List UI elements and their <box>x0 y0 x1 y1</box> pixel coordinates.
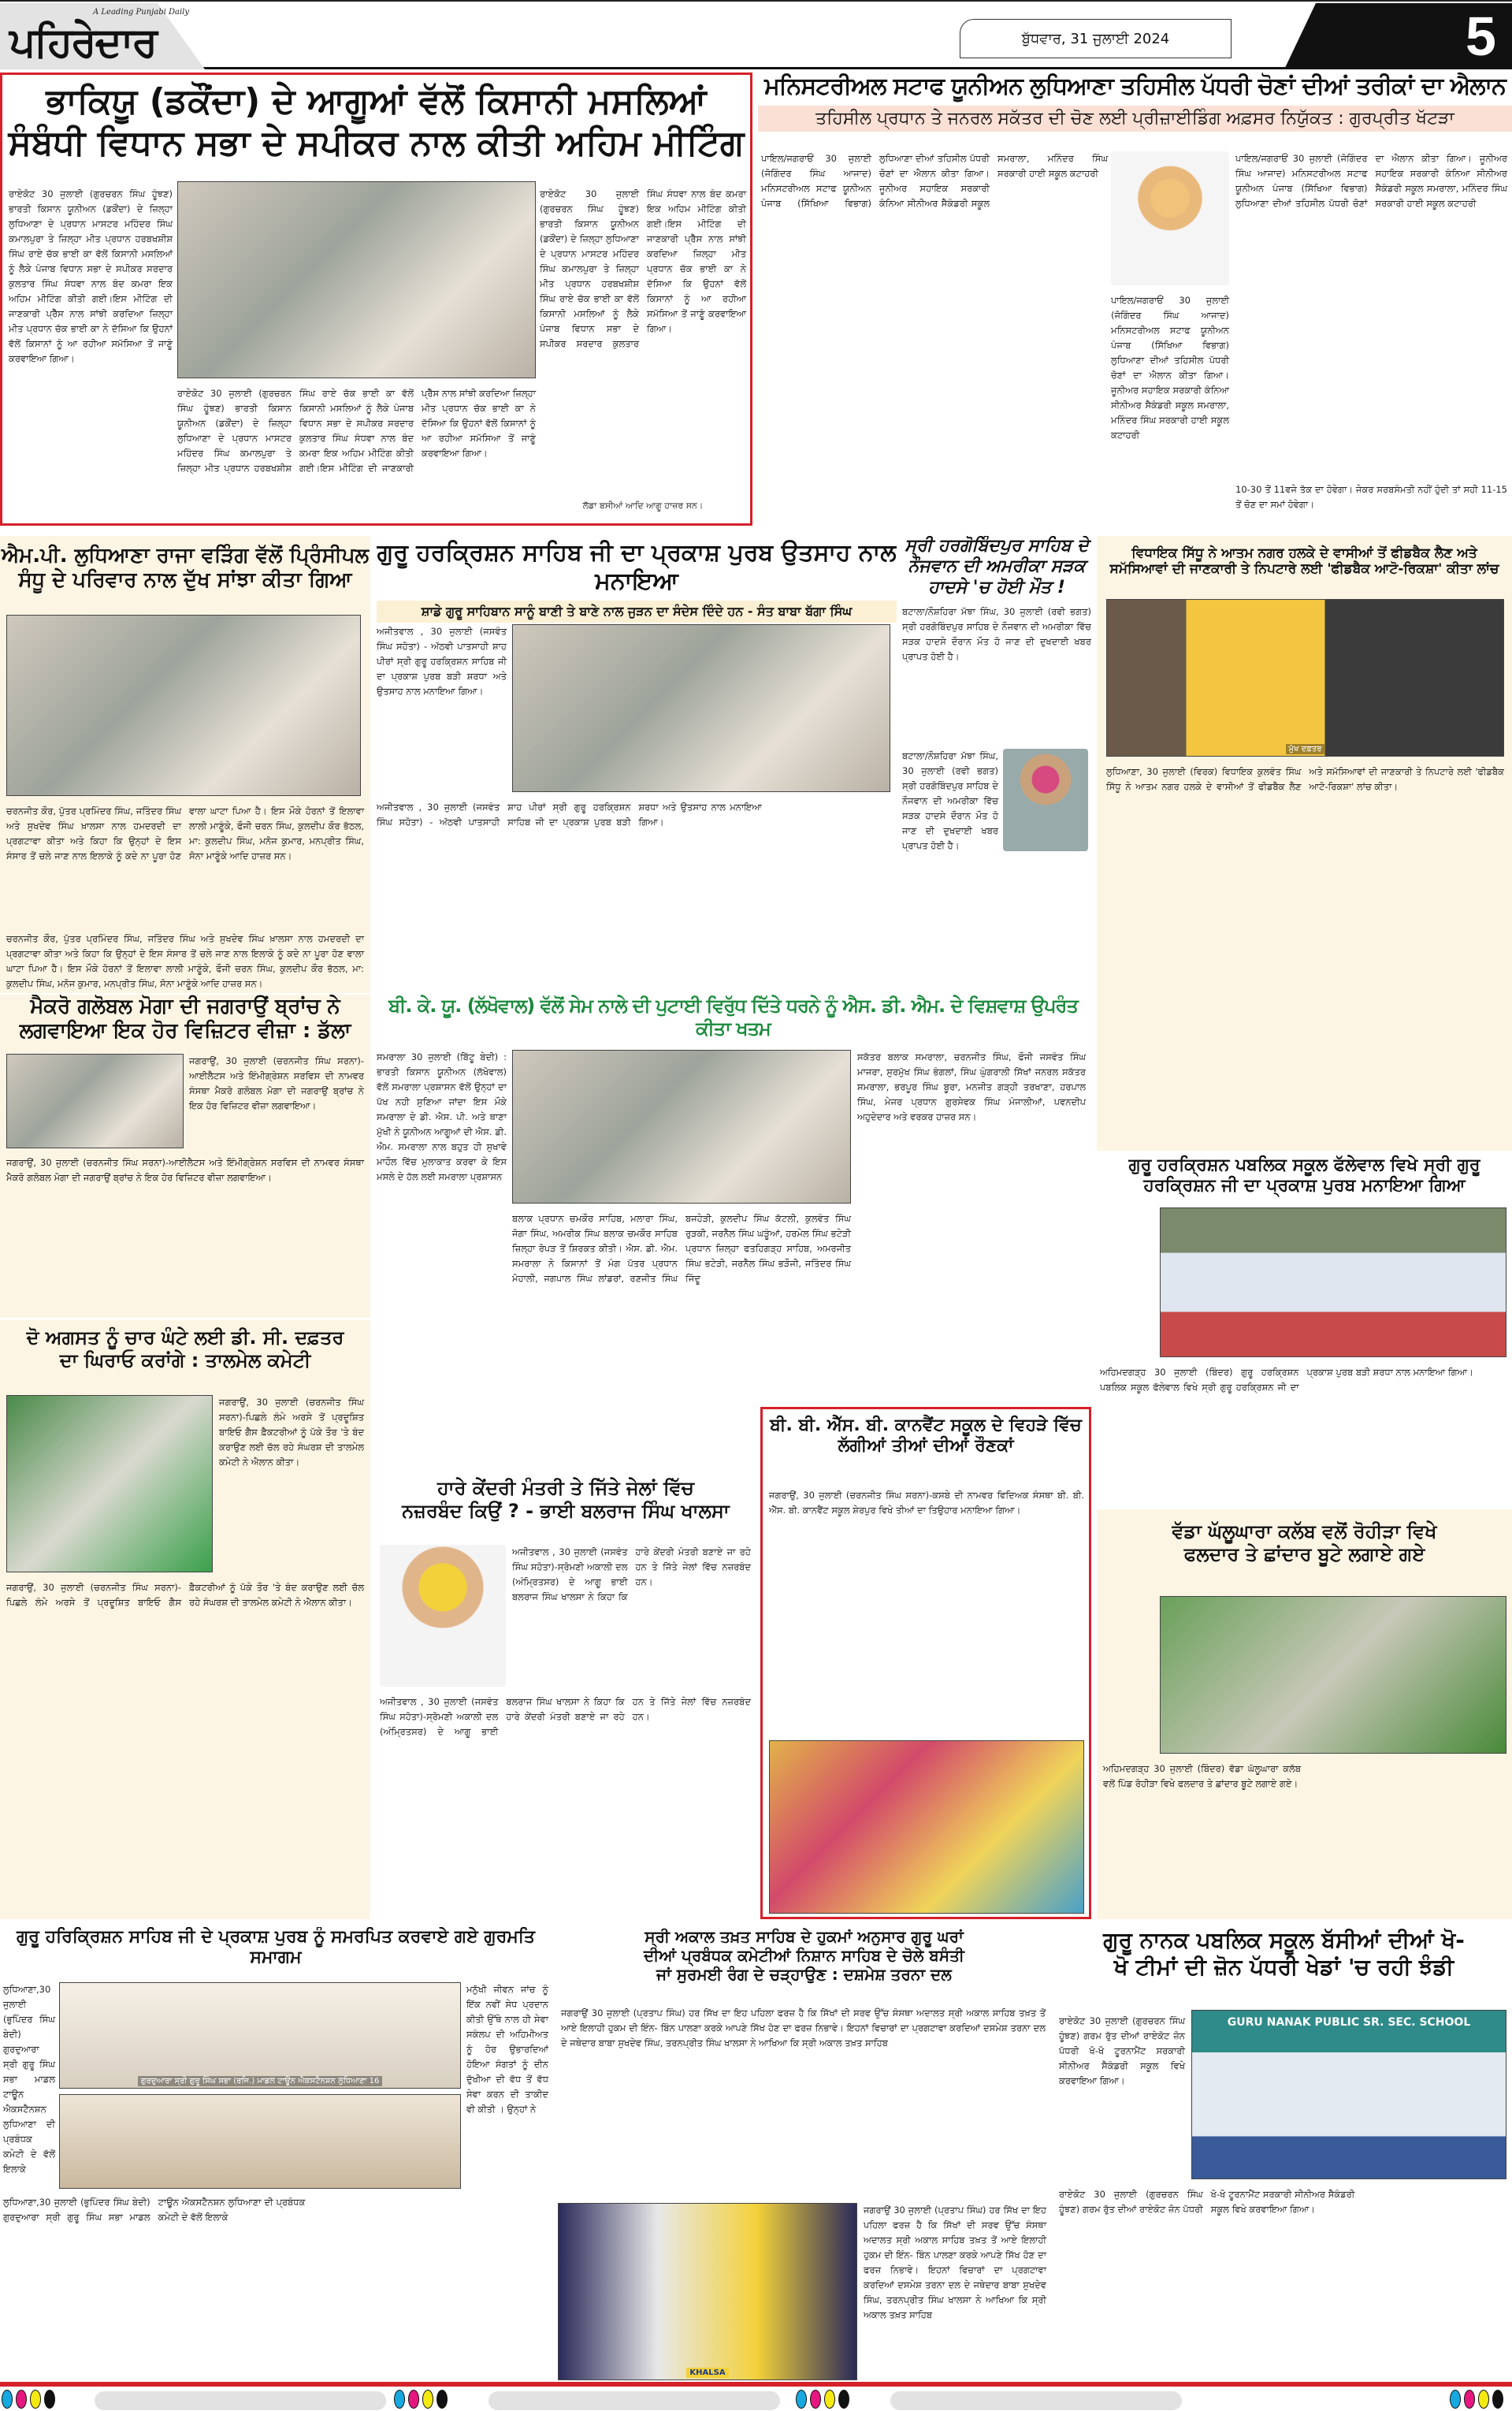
headline-line-2: ਨਜ਼ਰਬੰਦ ਕਿਉਂ ? - ਭਾਈ ਬਲਰਾਜ ਸਿੰਘ ਖਾਲਸਾ <box>402 1499 730 1522</box>
samagam-photo-1 <box>59 1982 461 2089</box>
headline-line-2: ਸੰਬੰਧੀ ਵਿਧਾਨ ਸਭਾ ਦੇ ਸਪੀਕਰ ਨਾਲ ਕੀਤੀ ਅਹਿਮ ਮੀਟਿੰਗ <box>8 122 745 163</box>
yellow-mark-icon <box>422 2390 433 2409</box>
registration-marks-4 <box>1450 2390 1503 2409</box>
article-body-continued: ਜਗਰਾਉਂ, 30 ਜੁਲਾਈ (ਚਰਨਜੀਤ ਸਿੰਘ ਸਰਨਾ)-ਪਿਛਲੇ ਲੰਮੇ ਅਰਸੇ ਤੋਂ ਪ੍ਰਦੂਸ਼ਿਤ ਬਾਇਓ ਗੈਸ ਫ਼ੈਕਟਰੀਆਂ ਨੂੰ ਪੱਕੇ ਤੌਰ 'ਤੇ ਬੰਦ ਕਰਾਉਣ ਲਈ ਚੱਲ ਰਹੇ ਸੰਘਰਸ਼ ਦੀ ਤਾਲਮੇਲ ਕਮੇਟੀ ਨੇ ਐਲਾਨ ਕੀਤਾ। <box>6 1582 364 1608</box>
article-body: ਰਾਏਕੋਟ 30 ਜੁਲਾਈ (ਗੁਰਚਰਨ ਸਿੰਘ ਹੂੰਝਣ) ਭਾਰਤੀ ਕਿਸਾਨ ਯੂਨੀਅਨ (ਡਕੌਂਦਾ) ਦੇ ਜ਼ਿਲ੍ਹਾ ਲੁਧਿਆਣਾ ਦੇ ਪ੍ਰਧਾਨ ਮਾਸਟਰ ਮਹਿੰਦਰ ਸਿੰਘ ਕਮਾਲਪੁਰਾ ਤੇ ਜ਼ਿਲ੍ਹਾ ਮੀਤ ਪ੍ਰਧਾਨ ਹਰਬਖਸ਼ੀਸ਼ ਸਿੰਘ ਰਾਏ ਚੱਕ ਭਾਈ ਕਾ ਵੱਲੋਂ ਕਿਸਾਨੀ ਮਸਲਿਆਂ ਨੂੰ ਲੈਕੇ ਪੰਜਾਬ ਵਿਧਾਨ ਸਭਾ ਦੇ ਸਪੀਕਰ ਸਰਦਾਰ ਕੁਲਤਾਰ ਸਿੰਘ ਸੰਧਵਾ ਨਾਲ ਬੰਦ ਕਮਰਾ ਇਕ ਅਹਿਮ ਮੀਟਿੰਗ ਕੀਤੀ ਗਈ।ਇਸ ਮੀਟਿੰਗ ਦੀ ਜਾਣਕਾਰੀ ਪ੍ਰੈੱਸ ਨਾਲ ਸਾਂਝੀ ਕਰਦਿਆ ਜ਼ਿਲ੍ਹਾ ਮੀਤ ਪ੍ਰਧਾਨ ਚੱਕ ਭਾਈ ਕਾ ਨੇ ਦੱਸਿਆ ਕਿ ਉਹਨਾਂ ਵੱਲੋਂ ਕਿਸਾਨਾਂ ਨੂੰ ਆ ਰਹੀਆ ਸਮੱਸਿਆ ਤੋਂ ਜਾਣੂੰ ਕਰਵਾਇਆ ਗਿਆ। <box>9 188 173 364</box>
headline-line-2: ਨੌਜਵਾਨ ਦੀ ਅਮਰੀਕਾ ਸੜਕ <box>908 556 1086 577</box>
subheadline: ਸ਼ਾਡੇ ਗੁਰੂ ਸਾਹਿਬਾਨ ਸਾਨੂੰ ਬਾਣੀ ਤੇ ਬਾਣੇ ਨਾਲ ਜੁੜਨ ਦਾ ਸੰਦੇਸ ਦਿੰਦੇ ਹਨ - ਸੰਤ ਬਾਬਾ ਬੱਗਾ ਸਿੰਘ <box>377 601 897 623</box>
masthead <box>0 0 1512 69</box>
story-bhai-balraj <box>377 1474 755 1919</box>
footer-red-rule <box>0 2382 1512 2387</box>
headline-line-2: ਹਰਕ੍ਰਿਸ਼ਨ ਜੀ ਦਾ ਪ੍ਰਕਾਸ਼ ਪੁਰਬ ਮਨਾਇਆ ਗਿਆ <box>1143 1176 1466 1196</box>
headline-line-1: ਦੋ ਅਗਸਤ ਨੂੰ ਚਾਰ ਘੰਟੇ ਲਈ ਡੀ. ਸੀ. ਦਫ਼ਤਰ <box>26 1326 344 1349</box>
magenta-mark-icon <box>810 2390 821 2409</box>
headline-line-1: ਮੈਕਰੋ ਗਲੋਬਲ ਮੋਗਾ ਦੀ ਜਗਰਾਉਂ ਬ੍ਰਾਂਚ ਨੇ <box>30 995 340 1018</box>
headline-line-1: ਵੱਡਾ ਘੱਲੂਘਾਰਾ ਕਲੱਬ ਵਲੋਂ ਰੋਹੀੜਾ ਵਿਖੇ <box>1172 1520 1437 1542</box>
magenta-mark-icon <box>16 2390 27 2409</box>
headline-line-1: ਗੁਰੂ ਹਰਕ੍ਰਿਸ਼ਨ ਪਬਲਿਕ ਸਕੂਲ ਫੱਲੇਵਾਲ ਵਿਖੇ ਸ੍ਰੀ ਗੁਰੂ <box>1128 1155 1480 1175</box>
article-body-continued: ਅਜੀਤਵਾਲ , 30 ਜੁਲਾਈ (ਜਸਵੰਤ ਸਿੰਘ ਸਹੋਤਾ) - ਅੱਠਵੀ ਪਾਤਸਾਹੀ ਸ਼ਾਹ ਪੀਰਾਂ ਸ੍ਰੀ ਗੁਰੂ ਹਰਕ੍ਰਿਸ਼ਨ ਸਾਹਿਬ ਜੀ ਦਾ ਪ੍ਰਕਾਸ਼ ਪੁਰਬ ਬੜੀ ਸ਼ਰਧਾ ਅਤੇ ਉਤਸਾਹ ਨਾਲ ਮਨਾਇਆ ਗਿਆ। <box>377 802 762 828</box>
story-akal-takht <box>558 1927 1050 2380</box>
story-dc-office-protest <box>0 1320 370 1919</box>
article-body-continued: ਜਗਰਾਉਂ, 30 ਜੁਲਾਈ (ਚਰਨਜੀਤ ਸਿੰਘ ਸਰਨਾ)-ਆਈਲੈਟਸ ਅਤੇ ਇੰਮੀਗ੍ਰੇਸ਼ਨ ਸਰਵਿਸ ਦੀ ਨਾਮਵਰ ਸੰਸਥਾ ਮੈਕਰੋ ਗਲੋਬਲ ਮੋਗਾ ਦੀ ਜਗਰਾਉਂ ਬ੍ਰਾਂਚ ਨੇ ਇਕ ਹੋਰ ਵਿਜ਼ਿਟਰ ਵੀਜ਼ਾ ਲਗਵਾਇਆ। <box>6 1157 364 1183</box>
khalsa-photo <box>558 2203 857 2380</box>
article-body-col-1: ਲੁਧਿਆਣਾ,30 ਜੁਲਾਈ (ਭੁਪਿੰਦਰ ਸਿੰਘ ਬੇਦੀ) ਗੁਰਦੁਆਰਾ ਸ੍ਰੀ ਗੁਰੂ ਸਿੰਘ ਸਭਾ ਮਾਡਲ ਟਾਊਨ ਐਕਸਟੈਨਸ਼ਨ ਲੁਧਿਆਣਾ ਦੀ ਪ੍ਰਬੰਧਕ ਕਮੇਟੀ ਦੇ ਵੱਲੋਂ ਇਲਾਕੇ <box>3 1984 55 2175</box>
ceremony-photo <box>512 624 890 792</box>
article-body-right: ਰਾਏਕੋਟ 30 ਜੁਲਾਈ (ਗੁਰਚਰਨ ਸਿੰਘ ਹੂੰਝਣ) ਭਾਰਤੀ ਕਿਸਾਨ ਯੂਨੀਅਨ (ਡਕੌਂਦਾ) ਦੇ ਜ਼ਿਲ੍ਹਾ ਲੁਧਿਆਣਾ ਦੇ ਪ੍ਰਧਾਨ ਮਾਸਟਰ ਮਹਿੰਦਰ ਸਿੰਘ ਕਮਾਲਪੁਰਾ ਤੇ ਜ਼ਿਲ੍ਹਾ ਮੀਤ ਪ੍ਰਧਾਨ ਹਰਬਖਸ਼ੀਸ਼ ਸਿੰਘ ਰਾਏ ਚੱਕ ਭਾਈ ਕਾ ਵੱਲੋਂ ਕਿਸਾਨੀ ਮਸਲਿਆਂ ਨੂੰ ਲੈਕੇ ਪੰਜਾਬ ਵਿਧਾਨ ਸਭਾ ਦੇ ਸਪੀਕਰ ਸਰਦਾਰ ਕੁਲਤਾਰ ਸਿੰਘ ਸੰਧਵਾ ਨਾਲ ਬੰਦ ਕਮਰਾ ਇਕ ਅਹਿਮ ਮੀਟਿੰਗ ਕੀਤੀ ਗਈ।ਇਸ ਮੀਟਿੰਗ ਦੀ ਜਾਣਕਾਰੀ ਪ੍ਰੈੱਸ ਨਾਲ ਸਾਂਝੀ ਕਰਦਿਆ ਜ਼ਿਲ੍ਹਾ ਮੀਤ ਪ੍ਰਧਾਨ ਚੱਕ ਭਾਈ ਕਾ ਨੇ ਦੱਸਿਆ ਕਿ ਉਹਨਾਂ ਵੱਲੋਂ ਕਿਸਾਨਾਂ ਨੂੰ ਆ ਰਹੀਆ ਸਮੱਸਿਆ ਤੋਂ ਜਾਣੂੰ ਕਰਵਾਇਆ ਗਿਆ। <box>540 188 746 349</box>
story-guru-harkrishan <box>377 536 897 985</box>
registration-marks-3 <box>796 2390 849 2409</box>
visa-photo <box>6 1054 184 1148</box>
headline-line-2: ਦਾ ਘਿਰਾਓ ਕਰਾਂਗੇ : ਤਾਲਮੇਲ ਕਮੇਟੀ <box>59 1349 311 1371</box>
registration-marks-1 <box>2 2390 55 2409</box>
story-harkrishan-school <box>1097 1152 1512 1507</box>
headline-line-1: ਵਿਧਾਇਕ ਸਿੱਧੂ ਨੇ ਆਤਮ ਨਗਰ ਹਲਕੇ ਦੇ ਵਾਸੀਆਂ ਤੋਂ ਫੀਡਬੈਕ ਲੈਣ ਅਤੇ <box>1131 545 1477 561</box>
headline-line-1: ਬੀ. ਬੀ. ਐੱਸ. ਬੀ. ਕਾਨਵੈਂਟ ਸਕੂਲ ਦੇ ਵਿਹੜੇ ਵਿੱਚ <box>770 1416 1082 1435</box>
article-body-continued: ਅਜੀਤਵਾਲ , 30 ਜੁਲਾਈ (ਜਸਵੰਤ ਸਿੰਘ ਸਹੋਤਾ)-ਸ੍ਰੋਮਣੀ ਅਕਾਲੀ ਦਲ (ਅੰਮ੍ਰਿਤਸਰ) ਦੇ ਆਗੂ ਭਾਈ ਬਲਰਾਜ ਸਿੰਘ ਖਾਲਸਾ ਨੇ ਕਿਹਾ ਕਿ ਹਾਰੇ ਕੇਂਦਰੀ ਮੰਤਰੀ ਬਣਾਏ ਜਾ ਰਹੇ ਹਨ ਤੇ ਜਿੱਤੇ ਜੇਲਾਂ ਵਿੱਚ ਨਜ਼ਰਬੰਦ ਹਨ। <box>380 1696 751 1737</box>
story-ghallughara-club <box>1097 1509 1512 1919</box>
article-body: ਅਜੀਤਵਾਲ , 30 ਜੁਲਾਈ (ਜਸਵੰਤ ਸਿੰਘ ਸਹੋਤਾ)-ਸ੍ਰੋਮਣੀ ਅਕਾਲੀ ਦਲ (ਅੰਮ੍ਰਿਤਸਰ) ਦੇ ਆਗੂ ਭਾਈ ਬਲਰਾਜ ਸਿੰਘ ਖਾਲਸਾ ਨੇ ਕਿਹਾ ਕਿ ਹਾਰੇ ਕੇਂਦਰੀ ਮੰਤਰੀ ਬਣਾਏ ਜਾ ਰਹੇ ਹਨ ਤੇ ਜਿੱਤੇ ਜੇਲਾਂ ਵਿੱਚ ਨਜ਼ਰਬੰਦ ਹਨ। <box>512 1546 751 1602</box>
victim-photo <box>1003 749 1088 851</box>
story-macro-global <box>0 995 370 1152</box>
article-closing: 10-30 ਤੋਂ 11ਵਜੇ ਤੱਕ ਦਾ ਹੋਵੇਗਾ। ਜੇਕਰ ਸਰਬਸੰਮਤੀ ਨਹੀਂ ਹੁੰਦੀ ਤਾਂ ਸਹੀ 11-15 ਤੋਂ ਚੋਣ ਦਾ ਸਮਾਂ ਹੋਵੇਗਾ। <box>1235 484 1507 510</box>
headline-line-1: ਐਮ.ਪੀ. ਲੁਧਿਆਣਾ ਰਾਜਾ ਵੜਿੰਗ ਵੱਲੋਂ ਪ੍ਰਿੰਸੀਪਲ <box>1 544 370 567</box>
headline: ਗੁਰੂ ਹਰਿਕ੍ਰਿਸ਼ਨ ਸਾਹਿਬ ਜੀ ਦੇ ਪ੍ਰਕਾਸ਼ ਪੁਰਬ ਨੂੰ ਸਮਰਪਿਤ ਕਰਵਾਏ ਗਏ ਗੁਰਮਤਿ ਸਮਾਗਮ <box>16 1927 535 1968</box>
black-mark-icon <box>44 2390 55 2409</box>
story-us-accident <box>902 536 1091 985</box>
newspaper-logo: ਪਹਿਰੇਦਾਰ <box>9 19 156 66</box>
article-body-right: ਪਾਇਲ/ਜਗਰਾਓਂ 30 ਜੁਲਾਈ (ਜੋਗਿੰਦਰ ਸਿੰਘ ਆਜਾਦ) ਮਨਿਸਟਰੀਅਲ ਸਟਾਫ ਯੂਨੀਅਨ ਪੰਜਾਬ (ਸਿੱਖਿਆ ਵਿਭਾਗ) ਲੁਧਿਆਣਾ ਦੀਆਂ ਤਹਿਸੀਲ ਪੱਧਰੀ ਚੋਣਾਂ ਦਾ ਐਲਾਨ ਕੀਤਾ ਗਿਆ। ਜੂਨੀਅਰ ਸਹਾਇਕ ਸਰਕਾਰੀ ਕੰਨਿਆ ਸੀਨੀਅਰ ਸੈਕੰਡਰੀ ਸਕੂਲ ਸਮਰਾਲਾ, ਮਨਿੰਦਰ ਸਿੰਘ ਸਰਕਾਰੀ ਹਾਈ ਸਕੂਲ ਕਟਾਹਰੀ <box>1235 153 1507 209</box>
headline-line-2: ਦੀਆਂ ਪ੍ਰਬੰਧਕ ਕਮੇਟੀਆਂ ਨਿਸ਼ਾਨ ਸਾਹਿਬ ਦੇ ਚੋਲੇ ਬਸੰਤੀ <box>644 1946 964 1965</box>
article-body-col-2: ਮਨੁੱਖੀ ਜੀਵਨ ਜਾਂਚ ਨੂੰ ਇੱਕ ਨਵੀਂ ਸੇਧ ਪ੍ਰਦਾਨ ਕੀਤੀ ਉੱਥੇ ਨਾਲ ਹੀ ਸੇਵਾ ਸਕੰਲਪ ਦੀ ਅਹਿਮੀਅਤ ਨੂੰ ਹੋਰ ਉਭਾਰਦਿਆਂ ਹੋਇਆ ਸੰਗਤਾਂ ਨੂੰ ਦੀਨ ਦੁੱਖੀਆ ਦੀ ਵੱਧ ਤੋਂ ਵੱਧ ਸੇਵਾ ਕਰਨ ਦੀ ਤਾਕੀਦ ਵੀ ਕੀਤੀ । ਉਨ੍ਹਾਂ ਨੇ <box>466 1984 548 2115</box>
headline: ਗੁਰੂ ਹਰਕ੍ਰਿਸ਼ਨ ਸਾਹਿਬ ਜੀ ਦਾ ਪ੍ਰਕਾਸ਼ ਪੁਰਬ ਉਤਸਾਹ ਨਾਲ ਮਨਾਇਆ <box>377 539 897 595</box>
teej-photo <box>769 1740 1084 1914</box>
headline-line-3: ਹਾਦਸੇ 'ਚ ਹੋਈ ਮੌਤ ! <box>928 577 1065 597</box>
article-body-col-3: ਸਕੱਤਰ ਬਲਾਕ ਸਮਰਾਲਾ, ਚਰਨਜੀਤ ਸਿੰਘ, ਫੌਜੀ ਜਸਵੰਤ ਸਿੰਘ ਮਾਜਰਾ, ਸੁਰਮੁੱਖ ਸਿੰਘ ਭੰਗਲਾਂ, ਸਿੰਘ ਘੁੰਗਰਾਲੀ ਸਿੱਖਾਂ ਜਨਰਲ ਸਕੱਤਰ ਸਮਰਾਲਾ, ਭਰਪੂਰ ਸਿੰਘ ਬੂਰਾ, ਮਨਜੀਤ ਗੜ੍ਹੀ ਤਰਖਾਣਾ, ਹਰਪਾਲ ਸਿੰਘ, ਮੇਜਰ ਪ੍ਰਧਾਨ ਗੁਰਸੇਵਕ ਸਿੰਘ ਮੰਜਾਲੀਆਂ, ਪਵਨਦੀਪ ਅਹੁਦੇਦਾਰ ਅਤੇ ਵਰਕਰ ਹਾਜ਼ਰ ਸਨ। <box>857 1051 1086 1122</box>
story-guru-nanak-school <box>1056 1927 1512 2380</box>
meeting-photo <box>177 181 536 378</box>
article-body: ਅਹਿਮਦਗੜ੍ਹ 30 ਜੁਲਾਈ (ਬਿੰਦਰ) ਵੱਡਾ ਘੱਲੂਘਾਰਾ ਕਲੱਬ ਵਲੋਂ ਪਿੰਡ ਰੋਹੀੜਾ ਵਿਖੇ ਫਲਦਾਰ ਤੇ ਛਾਂਦਾਰ ਬੂਟੇ ਲਗਾਏ ਗਏ। <box>1103 1763 1301 1789</box>
article-body: ਜਗਰਾਉਂ 30 ਜੁਲਾਈ (ਪ੍ਰਤਾਪ ਸਿੰਘ) ਹਰ ਸਿੱਖ ਦਾ ਇਹ ਪਹਿਲਾ ਫਰਜ਼ ਹੈ ਕਿ ਸਿੱਖਾਂ ਦੀ ਸਰਵ ਉੱਚ ਸੰਸਥਾ ਅਦਾਲਤ ਸ੍ਰੀ ਅਕਾਲ ਸਾਹਿਬ ਤਖ਼ਤ ਤੋਂ ਆਏ ਇਲਾਹੀ ਹੁਕਮ ਦੀ ਇੰਨ- ਬਿੰਨ ਪਾਲਣਾ ਕਰਕੇ ਆਪਣੇ ਸਿੱਖ ਹੋਣ ਦਾ ਫਰਜ਼ ਨਿਭਾਵੇ। ਇਹਨਾਂ ਵਿਚਾਰਾਂ ਦਾ ਪ੍ਰਗਟਾਵਾ ਕਰਦਿਆਂ ਦਸਮੇਸ਼ ਤਰਨਾ ਦਲ ਦੇ ਜਥੇਦਾਰ ਬਾਬਾ ਸੁਖਦੇਵ ਸਿੰਘ, ਤਰਨਪ੍ਰੀਤ ਸਿੰਘ ਖਾਲਸਾ ਨੇ ਆਖਿਆ ਕਿ ਸ੍ਰੀ ਅਕਾਲ ਤਖ਼ਤ ਸਾਹਿਬ <box>561 2007 1046 2048</box>
tree-planting-photo <box>1160 1596 1506 1754</box>
headline-line-1: ਸ੍ਰੀ ਹਰਗੋਬਿੰਦਪੁਰ ਸਾਹਿਬ ਦੇ <box>905 536 1089 556</box>
yellow-mark-icon <box>1478 2390 1489 2409</box>
story-bku-meeting <box>0 73 752 526</box>
school-photo <box>1160 1207 1506 1357</box>
headline-line-1: ਹਾਰੇ ਕੇਂਦਰੀ ਮੰਤਰੀ ਤੇ ਜਿੱਤੇ ਜੇਲਾਂ ਵਿੱਚ <box>437 1477 694 1499</box>
article-body: ਜਗਰਾਉਂ, 30 ਜੁਲਾਈ (ਚਰਨਜੀਤ ਸਿੰਘ ਸਰਨਾ)-ਕਸਬੇ ਦੀ ਨਾਮਵਰ ਵਿਦਿਅਕ ਸੰਸਥਾ ਬੀ. ਬੀ. ਐੱਸ. ਬੀ. ਕਾਨਵੈਂਟ ਸਕੂਲ ਸ਼ੇਰਪੁਰ ਵਿਖੇ ਤੀਆਂ ਦਾ ਤਿਉਹਾਰ ਮਨਾਇਆ ਗਿਆ। <box>769 1490 1084 1516</box>
headline-line-2: ਖੋ ਟੀਮਾਂ ਦੀ ਜ਼ੋਨ ਪੱਧਰੀ ਖੇਡਾਂ 'ਚ ਰਹੀ ਝੰਡੀ <box>1113 1953 1454 1980</box>
headline-line-3: ਜਾਂ ਸੁਰਮਈ ਰੰਗ ਦੇ ਚੜ੍ਹਾਉਣ : ਦਸ਼ਮੇਸ਼ ਤਰਨਾ ਦਲ <box>656 1965 952 1984</box>
story-mp-condolence-end <box>0 930 370 993</box>
article-closing: ਲੱਡਾ ਬਸੀਆਂ ਆਦਿ ਆਗੂ ਹਾਜ਼ਰ ਸਨ। <box>582 500 704 511</box>
headline: ਬੀ. ਕੇ. ਯੂ. (ਲੱਖੋਵਾਲ) ਵੱਲੋਂ ਸੇਮ ਨਾਲੇ ਦੀ ਪੁਟਾਈ ਵਿਰੁੱਧ ਦਿੱਤੇ ਧਰਨੇ ਨੂੰ ਐਸ. ਡੀ. ਐਮ. ਦੇ ਵਿਸ਼ਵਾਸ਼ ਉਪਰੰਤ ਕੀਤਾ ਖਤਮ <box>388 995 1078 1040</box>
story-mp-condolence <box>0 536 370 930</box>
footer-pill-2 <box>489 2391 780 2410</box>
photo-banner-text: ਗੁਰਦੁਆਰਾ ਸ੍ਰੀ ਗੁਰੂ ਸਿੰਘ ਸਭਾ (ਰਜਿ.) ਮਾਡਲ ਟਾਊਨ ਐਕਸਟੈਨਸ਼ਨ ਲੁਧਿਆਣਾ 16 <box>138 2076 383 2086</box>
article-body: ਚਰਨਜੀਤ ਕੌਰ, ਪੁੱਤਰ ਪ੍ਰਮਿੰਦਰ ਸਿੰਘ, ਜਤਿੰਦਰ ਸਿੰਘ ਅਤੇ ਸੁਖਦੇਵ ਸਿੰਘ ਖ਼ਾਲਸਾ ਨਾਲ ਹਮਦਰਦੀ ਦਾ ਪ੍ਰਗਟਾਵਾ ਕੀਤਾ ਅਤੇ ਕਿਹਾ ਕਿ ਉਨ੍ਹਾਂ ਦੇ ਇਸ ਸੰਸਾਰ ਤੋਂ ਚਲੇ ਜਾਣ ਨਾਲ ਇਲਾਕੇ ਨੂੰ ਕਦੇ ਨਾ ਪੂਰਾ ਹੋਣ ਵਾਲਾ ਘਾਟਾ ਪਿਆ ਹੈ। ਇਸ ਮੌਕੇ ਹੋਰਨਾਂ ਤੋਂ ਇਲਾਵਾ ਲਾਲੀ ਮਾਣੂੰਕੇ, ਫੌਜੀ ਚਰਨ ਸਿੰਘ, ਕੁਲਦੀਪ ਕੌਰ ਭੱਠਲ, ਮਾ: ਕੁਲਦੀਪ ਸਿੰਘ, ਮਨੋਜ ਕੁਮਾਰ, ਮਨਪ੍ਰੀਤ ਸਿੰਘ, ਸੋਨਾ ਮਾਣੂੰਕੇ ਆਦਿ ਹਾਜ਼ਰ ਸਨ। <box>6 806 364 861</box>
story-bbsb-convent <box>760 1407 1091 1919</box>
article-body: ਜਗਰਾਉਂ, 30 ਜੁਲਾਈ (ਚਰਨਜੀਤ ਸਿੰਘ ਸਰਨਾ)-ਆਈਲੈਟਸ ਅਤੇ ਇੰਮੀਗ੍ਰੇਸ਼ਨ ਸਰਵਿਸ ਦੀ ਨਾਮਵਰ ਸੰਸਥਾ ਮੈਕਰੋ ਗਲੋਬਲ ਮੋਗਾ ਦੀ ਜਗਰਾਉਂ ਬ੍ਰਾਂਚ ਨੇ ਇਕ ਹੋਰ ਵਿਜ਼ਿਟਰ ਵੀਜ਼ਾ ਲਗਵਾਇਆ। <box>189 1055 364 1111</box>
story-gurmat-samagam <box>0 1927 552 2380</box>
cyan-mark-icon <box>1450 2390 1461 2409</box>
article-body-continued: ਰਾਏਕੋਟ 30 ਜੁਲਾਈ (ਗੁਰਚਰਨ ਸਿੰਘ ਹੂੰਝਣ) ਭਾਰਤੀ ਕਿਸਾਨ ਯੂਨੀਅਨ (ਡਕੌਂਦਾ) ਦੇ ਜ਼ਿਲ੍ਹਾ ਲੁਧਿਆਣਾ ਦੇ ਪ੍ਰਧਾਨ ਮਾਸਟਰ ਮਹਿੰਦਰ ਸਿੰਘ ਕਮਾਲਪੁਰਾ ਤੇ ਜ਼ਿਲ੍ਹਾ ਮੀਤ ਪ੍ਰਧਾਨ ਹਰਬਖਸ਼ੀਸ਼ ਸਿੰਘ ਰਾਏ ਚੱਕ ਭਾਈ ਕਾ ਵੱਲੋਂ ਕਿਸਾਨੀ ਮਸਲਿਆਂ ਨੂੰ ਲੈਕੇ ਪੰਜਾਬ ਵਿਧਾਨ ਸਭਾ ਦੇ ਸਪੀਕਰ ਸਰਦਾਰ ਕੁਲਤਾਰ ਸਿੰਘ ਸੰਧਵਾ ਨਾਲ ਬੰਦ ਕਮਰਾ ਇਕ ਅਹਿਮ ਮੀਟਿੰਗ ਕੀਤੀ ਗਈ।ਇਸ ਮੀਟਿੰਗ ਦੀ ਜਾਣਕਾਰੀ ਪ੍ਰੈੱਸ ਨਾਲ ਸਾਂਝੀ ਕਰਦਿਆ ਜ਼ਿਲ੍ਹਾ ਮੀਤ ਪ੍ਰਧਾਨ ਚੱਕ ਭਾਈ ਕਾ ਨੇ ਦੱਸਿਆ ਕਿ ਉਹਨਾਂ ਵੱਲੋਂ ਕਿਸਾਨਾਂ ਨੂੰ ਆ ਰਹੀਆ ਸਮੱਸਿਆ ਤੋਂ ਜਾਣੂੰ ਕਰਵਾਇਆ ਗਿਆ। <box>177 388 536 474</box>
headline-line-2: ਸਮੱਸਿਆਵਾਂ ਦੀ ਜਾਣਕਾਰੀ ਤੇ ਨਿਪਟਾਰੇ ਲਈ 'ਫੀਡਬੈਕ ਆਟੋ-ਰਿਕਸ਼ਾ' ਕੀਤਾ ਲਾਂਚ <box>1109 561 1499 578</box>
story-bku-lakhowal <box>377 995 1090 1405</box>
khalsa-banner-text: KHALSA <box>686 2368 728 2378</box>
magenta-mark-icon <box>1464 2390 1475 2409</box>
article-body-end: ਚਰਨਜੀਤ ਕੌਰ, ਪੁੱਤਰ ਪ੍ਰਮਿੰਦਰ ਸਿੰਘ, ਜਤਿੰਦਰ ਸਿੰਘ ਅਤੇ ਸੁਖਦੇਵ ਸਿੰਘ ਖ਼ਾਲਸਾ ਨਾਲ ਹਮਦਰਦੀ ਦਾ ਪ੍ਰਗਟਾਵਾ ਕੀਤਾ ਅਤੇ ਕਿਹਾ ਕਿ ਉਨ੍ਹਾਂ ਦੇ ਇਸ ਸੰਸਾਰ ਤੋਂ ਚਲੇ ਜਾਣ ਨਾਲ ਇਲਾਕੇ ਨੂੰ ਕਦੇ ਨਾ ਪੂਰਾ ਹੋਣ ਵਾਲਾ ਘਾਟਾ ਪਿਆ ਹੈ। ਇਸ ਮੌਕੇ ਹੋਰਨਾਂ ਤੋਂ ਇਲਾਵਾ ਲਾਲੀ ਮਾਣੂੰਕੇ, ਫੌਜੀ ਚਰਨ ਸਿੰਘ, ਕੁਲਦੀਪ ਕੌਰ ਭੱਠਲ, ਮਾ: ਕੁਲਦੀਪ ਸਿੰਘ, ਮਨੋਜ ਕੁਮਾਰ, ਮਨਪ੍ਰੀਤ ਸਿੰਘ, ਸੋਨਾ ਮਾਣੂੰਕੇ ਆਦਿ ਹਾਜ਼ਰ ਸਨ। <box>6 933 364 989</box>
issue-date: ਬੁੱਧਵਾਰ, 31 ਜੁਲਾਈ 2024 <box>960 19 1232 58</box>
article-body-continued: ਲੁਧਿਆਣਾ,30 ਜੁਲਾਈ (ਭੁਪਿੰਦਰ ਸਿੰਘ ਬੇਦੀ) ਗੁਰਦੁਆਰਾ ਸ੍ਰੀ ਗੁਰੂ ਸਿੰਘ ਸਭਾ ਮਾਡਲ ਟਾਊਨ ਐਕਸਟੈਨਸ਼ਨ ਲੁਧਿਆਣਾ ਦੀ ਪ੍ਰਬੰਧਕ ਕਮੇਟੀ ਦੇ ਵੱਲੋਂ ਇਲਾਕੇ <box>3 2197 306 2223</box>
article-body-col-2: ਬਲਾਕ ਪ੍ਰਧਾਨ ਚਮਕੌਰ ਸਾਹਿਬ, ਮਲਾਰਾ ਸਿੰਘ, ਜੋਗਾ ਸਿੰਘ, ਅਮਰੀਕ ਸਿੰਘ ਬਲਾਕ ਚਮਕੌਰ ਸਾਹਿਬ ਜ਼ਿਲ੍ਹਾ ਰੋਪੜ ਤੋਂ ਸ਼ਿਰਕਤ ਕੀਤੀ। ਐਸ. ਡੀ. ਐਮ. ਸਮਰਾਲਾ ਨੇ ਕਿਸਾਨਾਂ ਤੋਂ ਮੰਗ ਪੱਤਰ ਪ੍ਰਧਾਨ ਮੋਹਾਲੀ, ਜਗਪਾਲ ਸਿੰਘ ਲਾਂਡਰਾਂ, ਰਣਜੀਤ ਸਿੰਘ ਬਜਹੇੜੀ, ਕੁਲਦੀਪ ਸਿੰਘ ਕੱਟਲੀ, ਕੁਲਵੰਤ ਸਿੰਘ ਰੁੜਕੀ, ਜਰਨੈਲ ਸਿੰਘ ਘੜੂੰਆਂ, ਹਰਮੇਲ ਸਿੰਘ ਭਟੇੜੀ ਪ੍ਰਧਾਨ ਜ਼ਿਲ੍ਹਾ ਫਤਹਿਗੜ੍ਹ ਸਾਹਿਬ, ਅਮਰਜੀਤ ਸਿੰਘ ਭਟੇੜੀ, ਜਰਨੈਲ ਸਿੰਘ ਭੜੌਜੀ, ਜਤਿੰਦਰ ਸਿੰਘ ਜਿੰਦੂ <box>512 1213 851 1284</box>
kho-kho-team-photo <box>1191 2010 1506 2179</box>
headline-line-1: ਭਾਕਿਯੂ (ਡਕੌਂਦਾ) ਦੇ ਆਗੂਆਂ ਵੱਲੋਂ ਕਿਸਾਨੀ ਮਸਲਿਆਂ <box>46 81 707 121</box>
article-body: ਪਾਇਲ/ਜਗਰਾਓਂ 30 ਜੁਲਾਈ (ਜੋਗਿੰਦਰ ਸਿੰਘ ਆਜਾਦ) ਮਨਿਸਟਰੀਅਲ ਸਟਾਫ ਯੂਨੀਅਨ ਪੰਜਾਬ (ਸਿੱਖਿਆ ਵਿਭਾਗ) ਲੁਧਿਆਣਾ ਦੀਆਂ ਤਹਿਸੀਲ ਪੱਧਰੀ ਚੋਣਾਂ ਦਾ ਐਲਾਨ ਕੀਤਾ ਗਿਆ। ਜੂਨੀਅਰ ਸਹਾਇਕ ਸਰਕਾਰੀ ਕੰਨਿਆ ਸੀਨੀਅਰ ਸੈਕੰਡਰੀ ਸਕੂਲ ਸਮਰਾਲਾ, ਮਨਿੰਦਰ ਸਿੰਘ ਸਰਕਾਰੀ ਹਾਈ ਸਕੂਲ ਕਟਾਹਰੀ <box>761 153 1108 209</box>
article-body: ਅਹਿਮਦਗੜ੍ਹ 30 ਜੁਲਾਈ (ਬਿੰਦਰ) ਗੁਰੂ ਹਰਕ੍ਰਿਸ਼ਨ ਪਬਲਿਕ ਸਕੂਲ ਫੱਲੇਵਾਲ ਵਿਖੇ ਸ੍ਰੀ ਗੁਰੂ ਹਰਕ੍ਰਿਸ਼ਨ ਜੀ ਦਾ ਪ੍ਰਕਾਸ਼ ਪੁਰਬ ਬੜੀ ਸ਼ਰਧਾ ਨਾਲ ਮਨਾਇਆ ਗਿਆ। <box>1100 1367 1473 1393</box>
portrait-photo <box>1111 151 1229 285</box>
rickshaw-photo <box>1106 599 1504 757</box>
yellow-mark-icon <box>30 2390 41 2409</box>
condolence-photo <box>6 615 361 796</box>
black-mark-icon <box>1492 2390 1503 2409</box>
headline-line-2: ਸੰਧੂ ਦੇ ਪਰਿਵਾਰ ਨਾਲ ਦੁੱਖ ਸਾਂਝਾ ਕੀਤਾ ਗਿਆ <box>18 568 352 593</box>
protest-photo <box>512 1050 851 1204</box>
school-banner-text: GURU NANAK PUBLIC SR. SEC. SCHOOL <box>1227 2016 1471 2029</box>
subheadline: ਤਹਿਸੀਲ ਪ੍ਰਧਾਨ ਤੇ ਜਨਰਲ ਸਕੱਤਰ ਦੀ ਚੋਣ ਲਈ ਪ੍ਰੀਜ਼ਾਈਡਿੰਗ ਅਫ਼ਸਰ ਨਿਯੁੱਕਤ : ਗੁਰਪ੍ਰੀਤ ਖੱਟੜਾ <box>758 106 1512 132</box>
article-body-continued: ਜਗਰਾਉਂ 30 ਜੁਲਾਈ (ਪ੍ਰਤਾਪ ਸਿੰਘ) ਹਰ ਸਿੱਖ ਦਾ ਇਹ ਪਹਿਲਾ ਫਰਜ਼ ਹੈ ਕਿ ਸਿੱਖਾਂ ਦੀ ਸਰਵ ਉੱਚ ਸੰਸਥਾ ਅਦਾਲਤ ਸ੍ਰੀ ਅਕਾਲ ਸਾਹਿਬ ਤਖ਼ਤ ਤੋਂ ਆਏ ਇਲਾਹੀ ਹੁਕਮ ਦੀ ਇੰਨ- ਬਿੰਨ ਪਾਲਣਾ ਕਰਕੇ ਆਪਣੇ ਸਿੱਖ ਹੋਣ ਦਾ ਫਰਜ਼ ਨਿਭਾਵੇ। ਇਹਨਾਂ ਵਿਚਾਰਾਂ ਦਾ ਪ੍ਰਗਟਾਵਾ ਕਰਦਿਆਂ ਦਸਮੇਸ਼ ਤਰਨਾ ਦਲ ਦੇ ਜਥੇਦਾਰ ਬਾਬਾ ਸੁਖਦੇਵ ਸਿੰਘ, ਤਰਨਪ੍ਰੀਤ ਸਿੰਘ ਖਾਲਸਾ ਨੇ ਆਖਿਆ ਕਿ ਸ੍ਰੀ ਅਕਾਲ ਤਖ਼ਤ ਸਾਹਿਬ <box>864 2205 1046 2320</box>
magenta-mark-icon <box>408 2390 419 2409</box>
article-body-continued: ਰਾਏਕੋਟ 30 ਜੁਲਾਈ (ਗੁਰਚਰਨ ਸਿੰਘ ਹੂੰਝਣ) ਗਰਮ ਰੁੱਤ ਦੀਆਂ ਰਾਏਕੋਟ ਜ਼ੋਨ ਪੱਧਰੀ ਖੋ-ਖੋ ਟੂਰਨਾਮੈਂਟ ਸਰਕਾਰੀ ਸੀਨੀਅਰ ਸੈਕੰਡਰੀ ਸਕੂਲ ਵਿਖੇ ਕਰਵਾਇਆ ਗਿਆ। <box>1059 2189 1355 2215</box>
headline-line-1: ਸ੍ਰੀ ਅਕਾਲ ਤਖ਼ਤ ਸਾਹਿਬ ਦੇ ਹੁਕਮਾਂ ਅਨੁਸਾਰ ਗੁਰੂ ਘਰਾਂ <box>645 1927 964 1946</box>
story-macro-global-continued <box>0 1152 370 1318</box>
cyan-mark-icon <box>394 2390 405 2409</box>
balraj-portrait <box>380 1545 506 1687</box>
yellow-mark-icon <box>824 2390 835 2409</box>
article-body-continued: ਬਟਾਲਾ/ਨੌਸ਼ਹਿਰਾ ਮੱਝਾ ਸਿੰਘ, 30 ਜੁਲਾਈ (ਰਵੀ ਭਗਤ) ਸ੍ਰੀ ਹਰਗੋਬਿੰਦਪੁਰ ਸਾਹਿਬ ਦੇ ਨੌਜਵਾਨ ਦੀ ਅਮਰੀਕਾ ਵਿੱਚ ਸੜਕ ਹਾਦਸੇ ਦੌਰਾਨ ਮੌਤ ਹੋ ਜਾਣ ਦੀ ਦੁਖਦਾਈ ਖਬਰ ਪ੍ਰਾਪਤ ਹੋਈ ਹੈ। <box>902 750 998 851</box>
black-mark-icon <box>437 2390 448 2409</box>
samagam-photo-2 <box>59 2094 461 2189</box>
story-feedback-rickshaw <box>1097 536 1512 1151</box>
cyan-mark-icon <box>796 2390 807 2409</box>
footer-pill-3 <box>890 2391 1182 2410</box>
black-mark-icon <box>838 2390 849 2409</box>
cyan-mark-icon <box>2 2390 13 2409</box>
headline: ਮਨਿਸਟਰੀਅਲ ਸਟਾਫ ਯੂਨੀਅਨ ਲੁਧਿਆਣਾ ਤਹਿਸੀਲ ਪੱਧਰੀ ਚੋਣਾਂ ਦੀਆਂ ਤਰੀਕਾਂ ਦਾ ਐਲਾਨ <box>764 73 1506 100</box>
article-body: ਰਾਏਕੋਟ 30 ਜੁਲਾਈ (ਗੁਰਚਰਨ ਸਿੰਘ ਹੂੰਝਣ) ਗਰਮ ਰੁੱਤ ਦੀਆਂ ਰਾਏਕੋਟ ਜ਼ੋਨ ਪੱਧਰੀ ਖੋ-ਖੋ ਟੂਰਨਾਮੈਂਟ ਸਰਕਾਰੀ ਸੀਨੀਅਰ ਸੈਕੰਡਰੀ ਸਕੂਲ ਵਿਖੇ ਕਰਵਾਇਆ ਗਿਆ। <box>1059 2015 1185 2086</box>
article-body: ਬਟਾਲਾ/ਨੌਸ਼ਹਿਰਾ ਮੱਝਾ ਸਿੰਘ, 30 ਜੁਲਾਈ (ਰਵੀ ਭਗਤ) ਸ੍ਰੀ ਹਰਗੋਬਿੰਦਪੁਰ ਸਾਹਿਬ ਦੇ ਨੌਜਵਾਨ ਦੀ ਅਮਰੀਕਾ ਵਿੱਚ ਸੜਕ ਹਾਦਸੇ ਦੌਰਾਨ ਮੌਤ ਹੋ ਜਾਣ ਦੀ ਦੁਖਦਾਈ ਖਬਰ ਪ੍ਰਾਪਤ ਹੋਈ ਹੈ। <box>902 606 1091 663</box>
story-ministerial-union <box>758 73 1512 526</box>
page-number: 5 <box>1466 6 1496 67</box>
article-body: ਲੁਧਿਆਣਾ, 30 ਜੁਲਾਈ (ਵਿਰਕ) ਵਿਧਾਇਕ ਕੁਲਵੰਤ ਸਿੰਘ ਸਿੱਧੂ ਨੇ ਆਤਮ ਨਗਰ ਹਲਕੇ ਦੇ ਵਾਸੀਆਂ ਤੋਂ ਫੀਡਬੈਕ ਲੈਣ ਅਤੇ ਸਮੱਸਿਆਵਾਂ ਦੀ ਜਾਣਕਾਰੀ ਤੇ ਨਿਪਟਾਰੇ ਲਈ 'ਫੀਡਬੈਕ ਆਟੋ-ਰਿਕਸ਼ਾ' ਲਾਂਚ ਕੀਤਾ। <box>1106 766 1504 792</box>
footer-pill-1 <box>95 2391 386 2410</box>
article-body: ਅਜੀਤਵਾਲ , 30 ਜੁਲਾਈ (ਜਸਵੰਤ ਸਿੰਘ ਸਹੋਤਾ) - ਅੱਠਵੀ ਪਾਤਸਾਹੀ ਸ਼ਾਹ ਪੀਰਾਂ ਸ੍ਰੀ ਗੁਰੂ ਹਰਕ੍ਰਿਸ਼ਨ ਸਾਹਿਬ ਜੀ ਦਾ ਪ੍ਰਕਾਸ਼ ਪੁਰਬ ਬੜੀ ਸ਼ਰਧਾ ਅਤੇ ਉਤਸਾਹ ਨਾਲ ਮਨਾਇਆ ਗਿਆ। <box>377 626 507 697</box>
photo-sign-text: ਮੁੱਖ ਦਫ਼ਤਰ <box>1286 744 1325 754</box>
protest-crowd-photo <box>6 1395 213 1572</box>
article-body-col-1: ਸਮਰਾਲਾ 30 ਜੁਲਾਈ (ਬਿੱਟੂ ਬੇਦੀ) : ਭਾਰਤੀ ਕਿਸਾਨ ਯੂਨੀਅਨ (ਲੱਖੋਵਾਲ) ਵੱਲੋਂ ਸਮਰਾਲਾ ਪ੍ਰਸ਼ਾਸਨ ਵੱਲੋਂ ਉਨ੍ਹਾਂ ਦਾ ਪੱਖ ਨਹੀ ਸੁਣਿਆ ਜਾਂਦਾ ਇਸ ਮੌਕੇ ਸਮਰਾਲਾ ਦੇ ਡੀ. ਐਸ. ਪੀ. ਅਤੇ ਥਾਣਾ ਮੁੱਖੀ ਨੇ ਯੂਨੀਅਨ ਆਗੂਆਂ ਦੀ ਐਸ. ਡੀ. ਐਮ. ਸਮਰਾਲਾ ਨਾਲ ਬਹੁਤ ਹੀ ਸੁਖਾਵੇ ਮਾਹੌਲ ਵਿੱਚ ਮੁਲਾਕਾਤ ਕਰਵਾ ਕੇ ਇਸ ਮਸਲੇ ਦੇ ਹੱਲ ਲਈ ਸਮਰਾਲਾ ਪ੍ਰਸ਼ਾਸਨ <box>377 1051 507 1182</box>
article-body: ਜਗਰਾਉਂ, 30 ਜੁਲਾਈ (ਚਰਨਜੀਤ ਸਿੰਘ ਸਰਨਾ)-ਪਿਛਲੇ ਲੰਮੇ ਅਰਸੇ ਤੋਂ ਪ੍ਰਦੂਸ਼ਿਤ ਬਾਇਓ ਗੈਸ ਫ਼ੈਕਟਰੀਆਂ ਨੂੰ ਪੱਕੇ ਤੌਰ 'ਤੇ ਬੰਦ ਕਰਾਉਣ ਲਈ ਚੱਲ ਰਹੇ ਸੰਘਰਸ਼ ਦੀ ਤਾਲਮੇਲ ਕਮੇਟੀ ਨੇ ਐਲਾਨ ਕੀਤਾ। <box>219 1397 364 1468</box>
headline-line-2: ਲਗਵਾਇਆ ਇਕ ਹੋਰ ਵਿਜ਼ਿਟਰ ਵੀਜ਼ਾ : ਡੱਲਾ <box>19 1019 351 1044</box>
article-body-mid: ਪਾਇਲ/ਜਗਰਾਓਂ 30 ਜੁਲਾਈ (ਜੋਗਿੰਦਰ ਸਿੰਘ ਆਜਾਦ) ਮਨਿਸਟਰੀਅਲ ਸਟਾਫ ਯੂਨੀਅਨ ਪੰਜਾਬ (ਸਿੱਖਿਆ ਵਿਭਾਗ) ਲੁਧਿਆਣਾ ਦੀਆਂ ਤਹਿਸੀਲ ਪੱਧਰੀ ਚੋਣਾਂ ਦਾ ਐਲਾਨ ਕੀਤਾ ਗਿਆ। ਜੂਨੀਅਰ ਸਹਾਇਕ ਸਰਕਾਰੀ ਕੰਨਿਆ ਸੀਨੀਅਰ ਸੈਕੰਡਰੀ ਸਕੂਲ ਸਮਰਾਲਾ, ਮਨਿੰਦਰ ਸਿੰਘ ਸਰਕਾਰੀ ਹਾਈ ਸਕੂਲ ਕਟਾਹਰੀ <box>1111 295 1229 441</box>
tagline: A Leading Punjabi Daily <box>93 8 190 17</box>
headline-line-2: ਲੱਗੀਆਂ ਤੀਆਂ ਦੀਆਂ ਰੌਣਕਾਂ <box>838 1436 1014 1457</box>
registration-marks-2 <box>394 2390 448 2409</box>
headline-line-1: ਗੁਰੂ ਨਾਨਕ ਪਬਲਿਕ ਸਕੂਲ ਬੱਸੀਆਂ ਦੀਆਂ ਖੋ- <box>1103 1927 1465 1953</box>
headline-line-2: ਫਲਦਾਰ ਤੇ ਛਾਂਦਾਰ ਬੂਟੇ ਲਗਾਏ ਗਏ <box>1183 1542 1425 1565</box>
